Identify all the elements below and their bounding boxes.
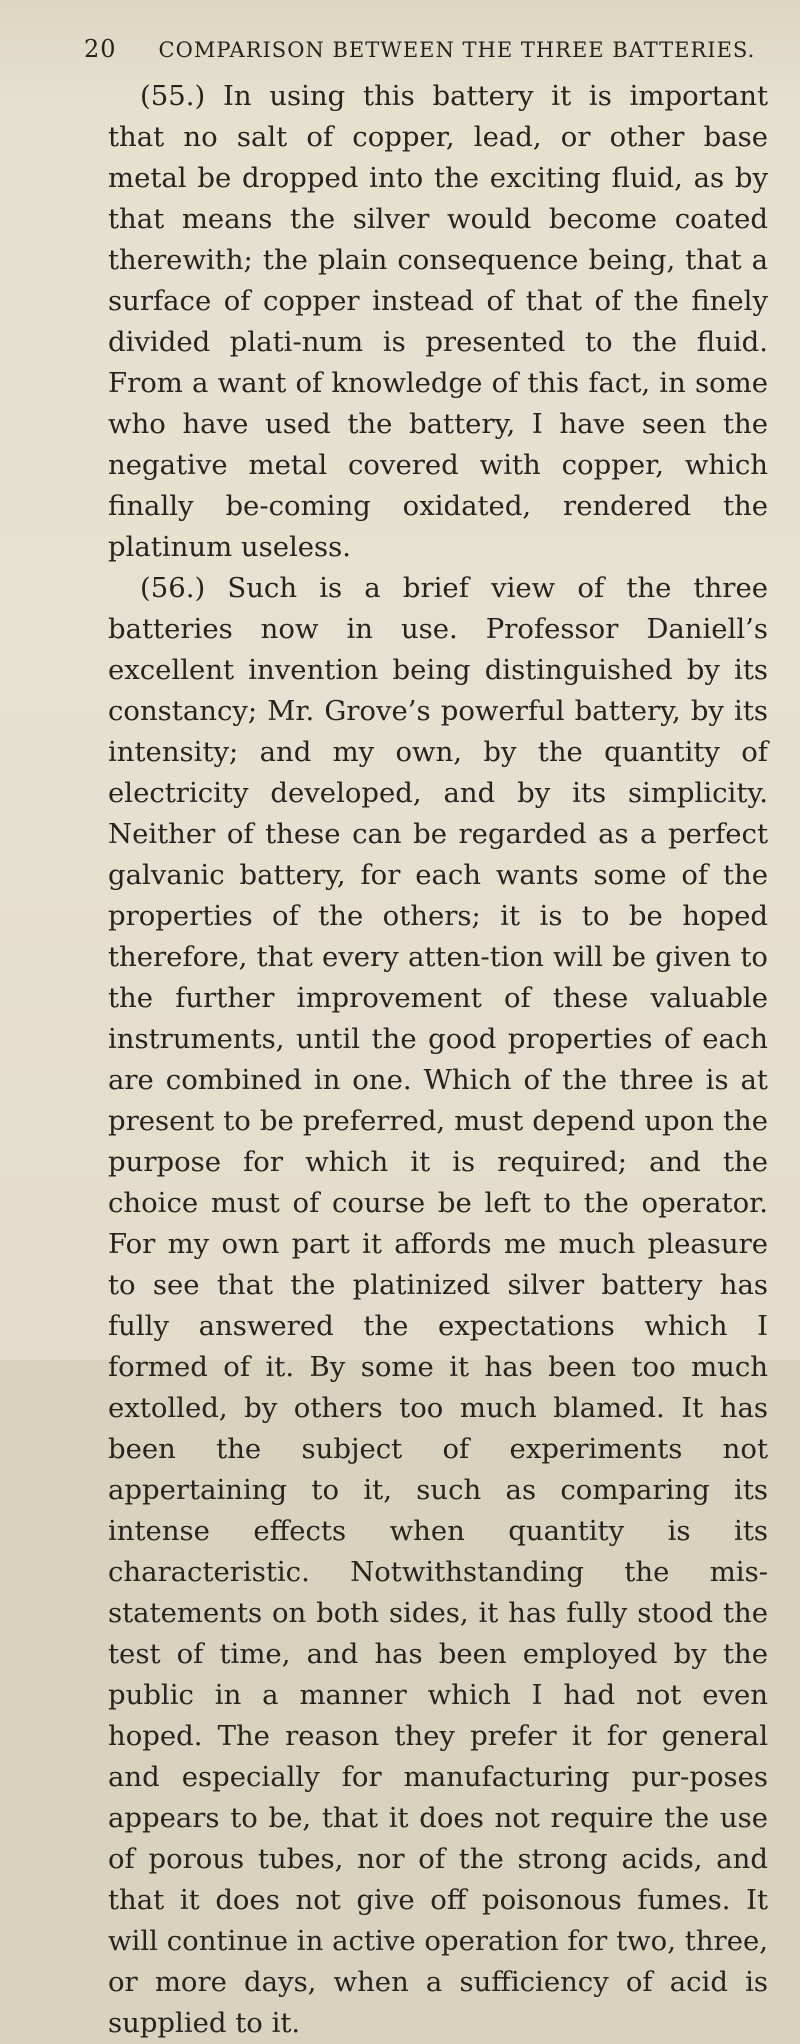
- paragraph-56: (56.) Such is a brief view of the three batteries now in use. Professor Daniell’s excellent invention being distinguished by its constancy; Mr. Grove’s powerful battery, by its intensity; and my own, by the quantity of electricity developed, and by its simplicity. Neither of these can be regarded as a perfect galvanic battery, for each wants some of the properties of the others; it is to be hoped therefore, that every atten-tion will be given to the further improvement of these valuable instruments, until the good properties of each are combined in one. Which of the three is at present to be preferred, must depend upon the purpose for which it is required; and the choice must of course be left to the operator. For my own part it affords me much pleasure to see that the platinized silver battery has fully answered the expectations which I formed of it. By some it has been too much extolled, by others too much blamed. It has been the subject of experiments not appertaining to it, such as comparing its intense effects when quantity is its characteristic. Notwithstanding the mis-statements on both sides, it has fully stood the test of time, and has been employed by the public in a manner which I had not even hoped. The reason they prefer it for general and especially for manufacturing pur-poses appears to be, that it does not require the use of porous tubes, nor of the strong acids, and that it does not give off poisonous fumes. It will continue in active operation for two, three, or more days, when a sufficiency of acid is supplied to it.: [108, 572, 768, 2039]
- paragraph-55: (55.) In using this battery it is important that no salt of copper, lead, or other base metal be dropped into the exciting fluid, as by that means the silver would become coated therewith; the plain consequence being, that a surface of copper instead of that of the finely divided plati-num is presented to the fluid. From a want of knowledge of this fact, in some who have used the battery, I have seen the negative metal covered with copper, which finally be-coming oxidated, rendered the platinum useless.: [108, 80, 768, 563]
- page-number: 20: [84, 35, 117, 63]
- body-text: [108, 76, 768, 2044]
- running-title: COMPARISON BETWEEN THE THREE BATTERIES.: [158, 38, 756, 62]
- page-header: [84, 24, 774, 74]
